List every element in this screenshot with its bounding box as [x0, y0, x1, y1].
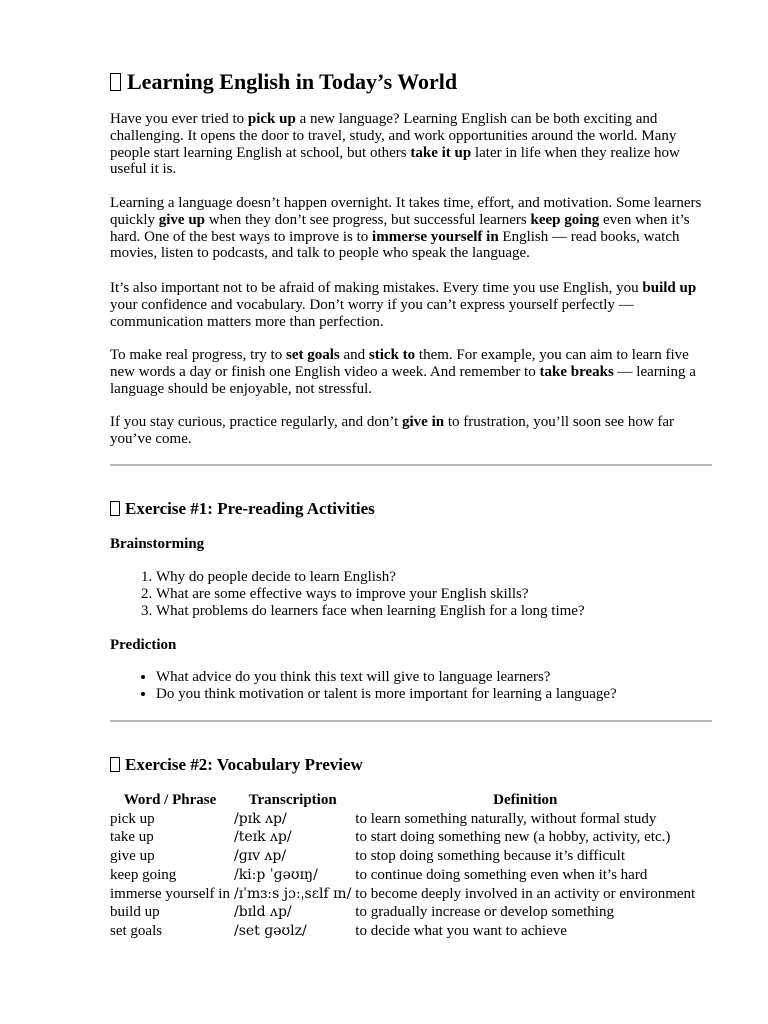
word-cell: give up — [110, 848, 155, 865]
table-row — [108, 866, 697, 885]
table-row — [108, 903, 697, 922]
definition-cell: to decide what you want to achieve — [355, 922, 567, 939]
definition-cell: to learn something naturally, without formal study — [355, 810, 657, 827]
paragraph-mistakes — [110, 280, 710, 330]
paragraph-intro — [110, 111, 710, 178]
prediction-list — [110, 669, 716, 703]
definition-cell: to become deeply involved in an activity or environment — [355, 885, 696, 902]
text-run: — learning a language should be enjoyable, not stressful. — [110, 363, 696, 397]
transcription-cell: /pɪk ʌp/ — [233, 810, 287, 827]
transcription-cell: /bɪld ʌp/ — [233, 904, 292, 921]
key-phrase: give up — [158, 211, 206, 228]
column-header-transcription: Transcription — [248, 792, 337, 808]
brainstorming-heading: Brainstorming — [110, 536, 205, 552]
brainstorming-list — [110, 569, 716, 619]
transcription-cell: /kiːp ˈɡəʊɪŋ/ — [233, 866, 318, 883]
word-cell: immerse yourself in — [110, 885, 230, 902]
text-run: when they don’t see progress, but successful learners — [205, 211, 531, 228]
page-title — [110, 69, 457, 95]
definition-cell: to start doing something new (a hobby, activity, etc.) — [355, 829, 671, 846]
exercise2-title-text: Exercise #2: Vocabulary Preview — [125, 755, 363, 774]
table-row — [108, 810, 697, 829]
section-divider — [110, 464, 712, 466]
text-run: Learning a language doesn’t happen overnight. It takes time, effort, and motivation. Some learners quickly — [110, 195, 702, 228]
table-row — [108, 828, 697, 847]
list-item: • Do you think motivation or talent is more important for learning a language? — [156, 686, 716, 703]
definition-cell: to stop doing something because it’s difficult — [355, 848, 625, 865]
text-run: your confidence and vocabulary. Don’t worry if you can’t express yourself perfectly — communication matters more than perfection. — [110, 296, 634, 330]
page-title-text: Learning English in Today’s World — [127, 69, 458, 94]
transcription-cell: /teɪk ʌp/ — [233, 829, 292, 846]
table-row — [108, 885, 697, 904]
word-cell: build up — [110, 904, 160, 921]
transcription-cell: /ɪˈmɜːs jɔːˌsɛlf ɪn/ — [233, 885, 352, 902]
column-header-word: Word / Phrase — [123, 792, 217, 808]
missing-glyph-icon — [110, 73, 121, 91]
text-run: them. For example, you can aim to learn five new words a day or finish one English video a week. And remember to — [110, 347, 689, 380]
prediction-heading: Prediction — [110, 637, 177, 653]
table-header-row — [108, 791, 697, 810]
key-phrase: set goals — [285, 347, 340, 363]
key-phrase: take breaks — [539, 363, 614, 380]
paragraph-progress — [110, 347, 710, 397]
definition-cell: to gradually increase or develop something — [355, 904, 614, 921]
text-run: Have you ever tried to — [110, 111, 248, 127]
key-phrase: stick to — [368, 347, 416, 363]
missing-glyph-icon — [110, 757, 120, 772]
transcription-cell: /ɡɪv ʌp/ — [233, 848, 287, 865]
list-item: 2. What are some effective ways to improve your English skills? — [156, 586, 716, 603]
table-row — [108, 847, 697, 866]
text-run: later in life when they realize how useful it is. — [110, 144, 680, 178]
word-cell: pick up — [110, 810, 155, 827]
word-cell: keep going — [110, 866, 177, 883]
vocabulary-table — [108, 791, 697, 941]
text-run: a new language? Learning English can be both exciting and challenging. It opens the door to travel, study, and work opportunities around the world. Many people start learning English at school, but others — [110, 111, 677, 161]
key-phrase: immerse yourself in — [372, 228, 499, 245]
paragraph-motivation — [110, 195, 710, 262]
list-item: • What advice do you think this text will give to language learners? — [156, 669, 716, 686]
text-run: to frustration, you’ll soon see how far you’ve come. — [110, 414, 675, 447]
exercise2-title — [110, 755, 363, 775]
word-cell: set goals — [110, 922, 163, 939]
key-phrase: pick up — [247, 111, 296, 127]
text-run: If you stay curious, practice regularly, and don’t — [110, 414, 402, 430]
list-item: 1. Why do people decide to learn English? — [156, 569, 716, 586]
text-run: and — [339, 347, 369, 363]
word-cell: take up — [110, 829, 154, 846]
exercise1-title-text: Exercise #1: Pre-reading Activities — [125, 499, 375, 518]
definition-cell: to continue doing something even when it’s hard — [355, 866, 648, 883]
paragraph-conclusion — [110, 414, 710, 448]
key-phrase: build up — [642, 280, 697, 296]
text-run: even when it’s hard. One of the best ways to improve is to — [110, 211, 690, 245]
key-phrase: keep going — [530, 211, 600, 228]
exercise1-title — [110, 499, 375, 519]
section-divider — [110, 720, 712, 722]
transcription-cell: /set ɡəʊlz/ — [233, 922, 307, 939]
text-run: To make real progress, try to — [110, 347, 286, 363]
key-phrase: take it up — [410, 144, 472, 161]
table-row — [108, 922, 697, 941]
text-run: English — read books, watch movies, listen to podcasts, and talk to people who speak the language. — [110, 228, 680, 262]
list-item: 3. What problems do learners face when learning English for a long time? — [156, 603, 716, 620]
missing-glyph-icon — [110, 501, 120, 516]
column-header-definition: Definition — [493, 792, 558, 808]
key-phrase: give in — [402, 414, 445, 430]
text-run: It’s also important not to be afraid of making mistakes. Every time you use English, you — [110, 280, 643, 296]
